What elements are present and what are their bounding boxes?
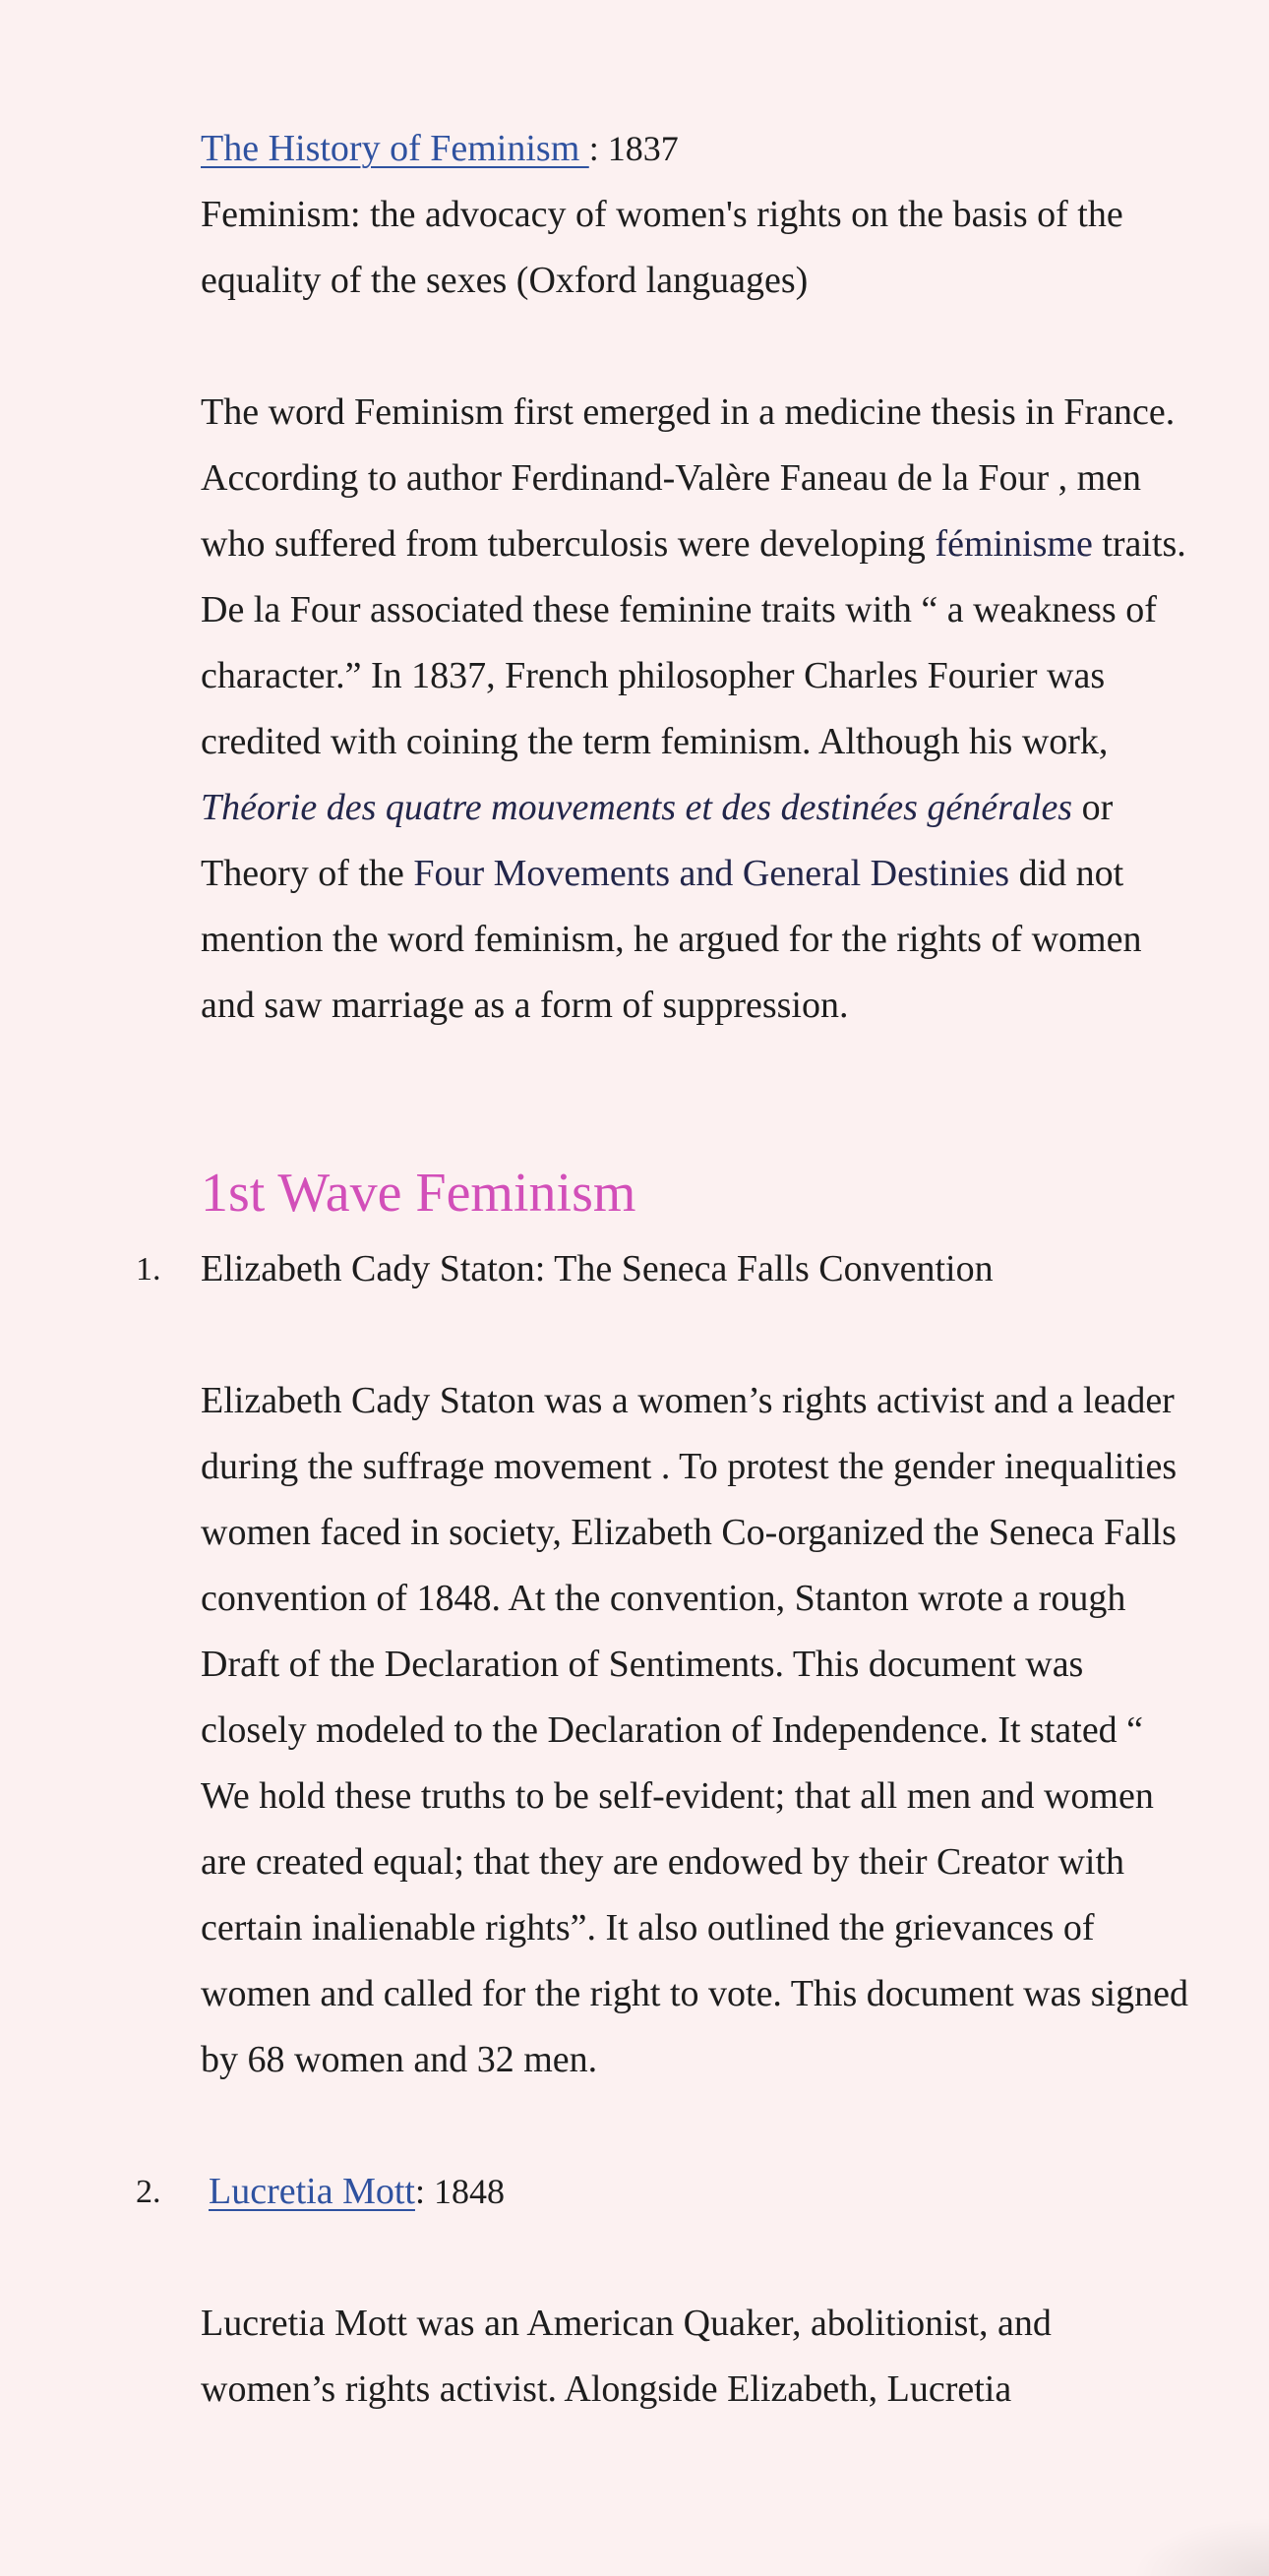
origin-paragraph <box>201 380 1194 1039</box>
title-line <box>201 116 1194 182</box>
origin-text-part3: or Theory of the <box>201 787 1114 894</box>
paragraph-spacer <box>201 2225 1194 2291</box>
origin-text-part4: did not mention the word feminism, he argued for the rights of women and saw marriage as a form of suppression. <box>201 853 1142 1026</box>
lucretia-year: : 1848 <box>414 2172 505 2211</box>
french-work-title: Théorie des quatre mouvements et des destinées générales <box>201 787 1073 828</box>
paragraph-spacer <box>201 1302 1194 1368</box>
feminism-definition: Feminism: the advocacy of women's rights on the basis of the equality of the sexes (Oxford languages) <box>201 194 1123 301</box>
feminisme-term: féminisme <box>935 523 1093 565</box>
title-year: : 1837 <box>588 129 679 168</box>
section-spacer <box>201 1039 1194 1105</box>
list-number: 2. <box>136 2174 161 2210</box>
list-item-heading <box>201 2159 1194 2225</box>
origin-text-part1: The word Feminism first emerged in a medicine thesis in France. According to author Ferdinand-Valère Faneau de la Four , men who suffered from tuberculosis were developing <box>201 391 1176 565</box>
section-heading: 1st Wave Feminism <box>201 1163 636 1224</box>
list-item <box>136 1236 1194 1302</box>
paragraph-spacer <box>201 2093 1194 2159</box>
list-number: 1. <box>136 1251 161 1288</box>
stanton-paragraph: Elizabeth Cady Staton was a women’s rights activist and a leader during the suffrage movement . To protest the gender inequalities women faced in society, Elizabeth Co-organized the Seneca Falls convention of 1848. At the convention, Stanton wrote a rough Draft of the Declaration of Sentiments. This document was closely modeled to the Declaration of Independence. It stated “ We hold these truths to be self-evident; that all men and women are created equal; that they are endowed by their Creator with certain inalienable rights”. It also outlined the grievances of women and called for the right to vote. This document was signed by 68 women and 32 men. <box>201 1380 1188 2080</box>
document-content <box>136 116 1194 2423</box>
mott-paragraph: Lucretia Mott was an American Quaker, abolitionist, and women’s rights activist. Alongside Elizabeth, Lucretia <box>201 2303 1052 2410</box>
lucretia-mott-link[interactable]: Lucretia Mott <box>209 2171 415 2212</box>
list-item-heading: Elizabeth Cady Staton: The Seneca Falls Convention <box>201 1248 994 1289</box>
page-corner-shadow <box>1131 2517 1269 2576</box>
origin-text-part2: traits. De la Four associated these feminine traits with “ a weakness of character.” In 1837, French philosopher Charles Fourier was credited with coining the term feminism. Although his work, <box>201 523 1186 762</box>
history-of-feminism-link[interactable]: The History of Feminism <box>201 128 589 169</box>
list-item <box>136 2159 1194 2225</box>
paragraph-spacer <box>201 314 1194 380</box>
english-work-title: Four Movements and General Destinies <box>413 853 1010 894</box>
